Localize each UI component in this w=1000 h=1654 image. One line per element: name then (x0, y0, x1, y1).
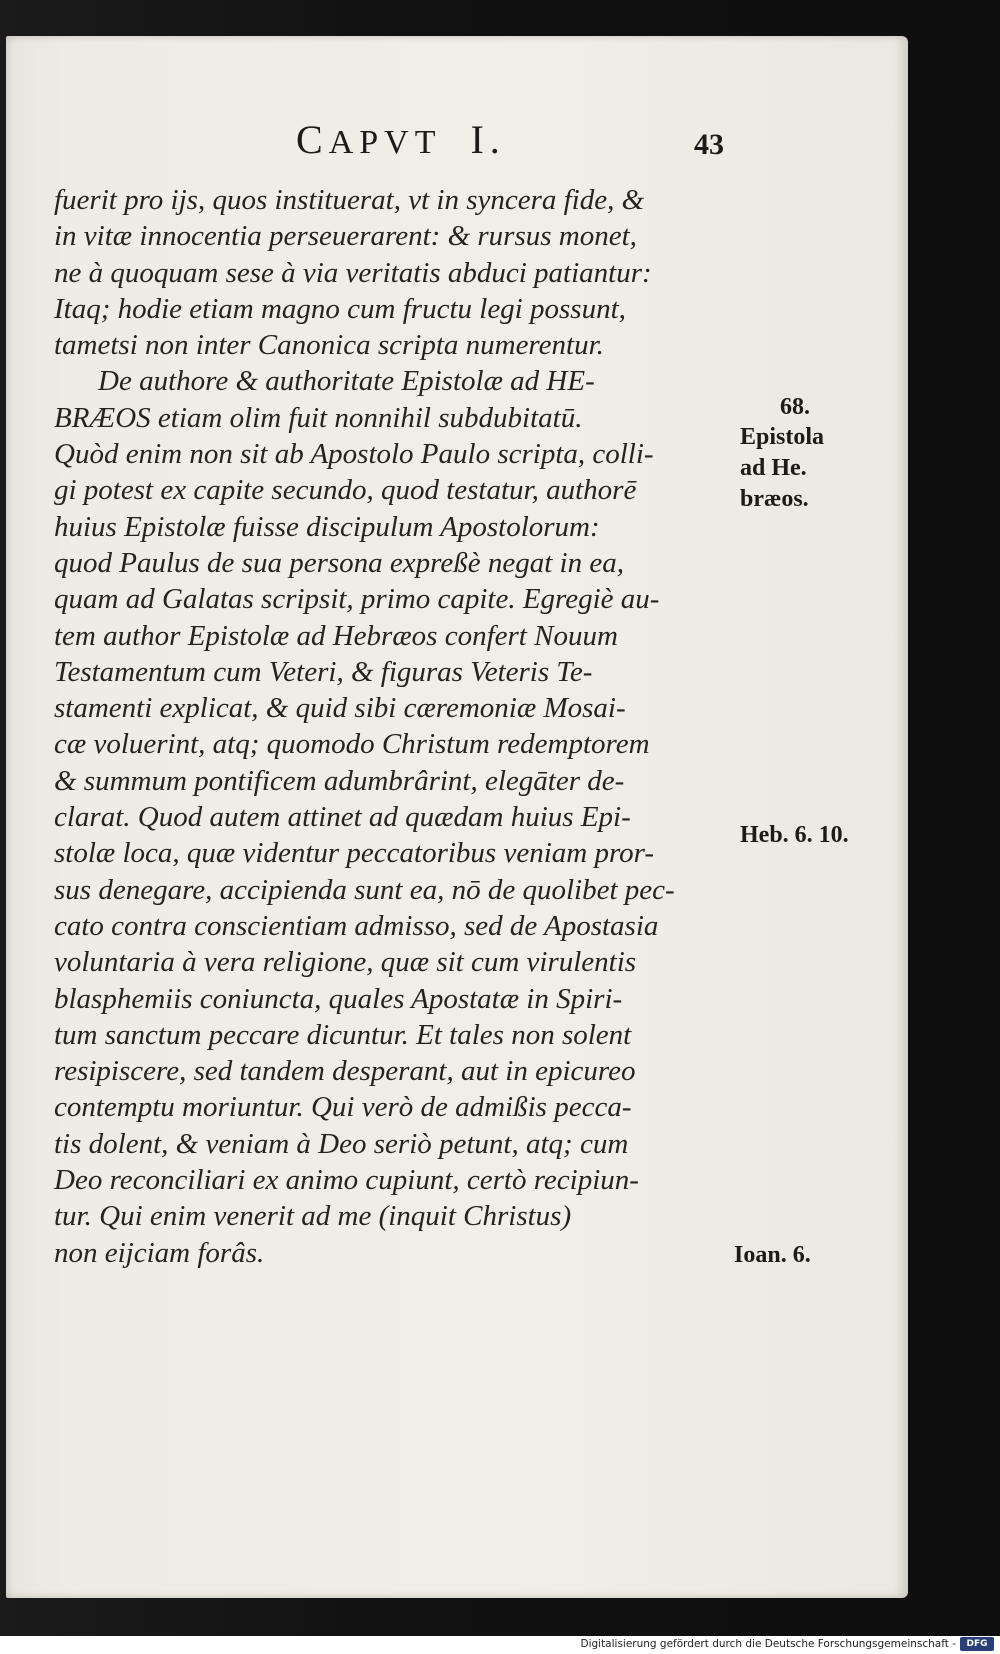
text-line: voluntaria à vera religione, quæ sit cum virulentis (54, 946, 637, 979)
text-line: resipiscere, sed tandem desperant, aut in epicureo (54, 1055, 636, 1088)
text-line: Itaq; hodie etiam magno cum fructu legi possunt, (54, 292, 626, 325)
text-line: tametsi non inter Canonica scripta numerentur. (54, 329, 604, 362)
text-line: sus denegare, accipienda sunt ea, nō de quolibet pec- (54, 873, 675, 906)
text-line: cato contra conscientiam admisso, sed de Apostasia (54, 909, 659, 942)
margin-note-heb: Heb. 6. 10. (740, 822, 849, 848)
text-line: blasphemiis coniuncta, quales Apostatæ in Spiri- (54, 982, 623, 1015)
text-line: non eijciam forâs. (54, 1236, 265, 1269)
margin-note-epistola: Epistola (740, 424, 825, 450)
text-line: fuerit pro ijs, quos instituerat, vt in syncera fide, & (54, 184, 645, 216)
text-line: quod Paulus de sua persona expreßè negat in ea, (54, 546, 624, 579)
text-line: tur. Qui enim venerit ad me (inquit Christus) (54, 1200, 572, 1233)
page-number: 43 (694, 128, 724, 161)
text-line: huius Epistolæ fuisse discipulum Apostolorum: (54, 510, 600, 543)
text-line: tis dolent, & veniam à Deo seriò petunt, atq; cum (54, 1127, 629, 1160)
text-line: BRÆOS etiam olim fuit nonnihil subdubitatū. (54, 401, 583, 434)
running-head-word: APVT (328, 124, 442, 161)
text-line: Testamentum cum Veteri, & figuras Veteris Te- (54, 655, 593, 688)
text-line: & summum pontificem adumbrârint, elegāter de- (54, 764, 625, 797)
running-head (296, 116, 506, 163)
text-line: contemptu moriuntur. Qui verò de admißis pecca- (54, 1091, 632, 1124)
text-line: quam ad Galatas scripsit, primo capite. Egregiè au- (54, 583, 660, 616)
running-head-numeral: I. (470, 117, 506, 162)
text-line: stolæ loca, quæ videntur peccatoribus veniam pror- (54, 837, 655, 870)
running-head-initial: C (296, 117, 329, 162)
book-page (6, 36, 908, 1598)
footer-credit: Digitalisierung gefördert durch die Deutsche Forschungsgemeinschaft - (580, 1638, 956, 1650)
text-line: tum sanctum peccare dicuntur. Et tales non solent (54, 1018, 632, 1051)
text-line: in vitæ innocentia perseuerarent: & rursus monet, (54, 220, 637, 253)
main-text-block (54, 182, 744, 1271)
text-line: ne à quoquam sese à via veritatis abduci patiantur: (54, 256, 652, 289)
text-line: De authore & authoritate Epistolæ ad HE- (98, 365, 595, 398)
margin-note-ad-he: ad He. (740, 455, 807, 481)
text-line: Deo reconciliari ex animo cupiunt, certò recipiun- (54, 1164, 639, 1197)
text-line: clarat. Quod autem attinet ad quædam huius Epi- (54, 801, 631, 834)
dfg-logo-icon: DFG (960, 1637, 994, 1651)
text-line: gi potest ex capite secundo, quod testatur, authorē (54, 474, 637, 507)
margin-note-ioan: Ioan. 6. (734, 1242, 811, 1268)
text-line: Quòd enim non sit ab Apostolo Paulo scripta, colli- (54, 438, 654, 471)
text-line: stamenti explicat, & quid sibi cæremoniæ Mosai- (54, 692, 626, 725)
margin-note-braeos: bræos. (740, 486, 809, 512)
margin-note-68: 68. (780, 394, 810, 420)
text-line: tem author Epistolæ ad Hebræos confert Nouum (54, 619, 618, 652)
text-line: cæ voluerint, atq; quomodo Christum redemptorem (54, 728, 650, 761)
